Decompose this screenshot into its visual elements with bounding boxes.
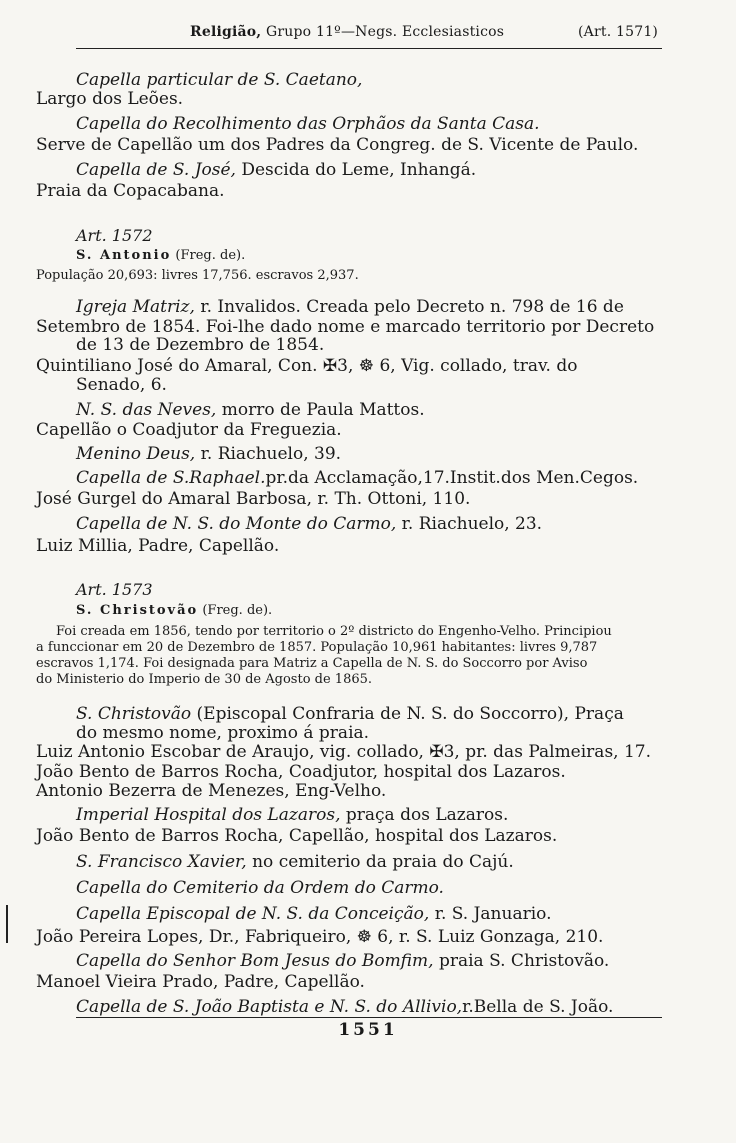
art-1573-line-1-rest: (Episcopal Confraria de N. S. do Soccorro), Praça: [196, 704, 624, 724]
art-1573-line-3: Luiz Antonio Escobar de Araujo, vig. collado, ✠3, pr. das Palmeiras, 17.: [36, 742, 652, 762]
art-1572-line-2: Setembro de 1854. Foi-lhe dado nome e marcado territorio por Decreto: [36, 317, 655, 337]
art-1572-line-9: [76, 468, 638, 488]
art-1572-line-6: [76, 400, 425, 420]
art-1572-line-11-rest: r. Riachuelo, 23.: [401, 514, 543, 534]
art-1572-population: População 20,693: livres 17,756. escravos 2,937.: [36, 268, 359, 283]
header-section: Religião,: [190, 24, 262, 40]
art-1572-line-10: José Gurgel do Amaral Barbosa, r. Th. Ottoni, 110.: [36, 489, 471, 509]
art-1573-note-3: escravos 1,174. Foi designada para Matriz a Capella de N. S. do Soccorro por Aviso: [36, 656, 588, 671]
art-1572-line-12: Luiz Millia, Padre, Capellão.: [36, 536, 280, 556]
art-1573-heading-bold: S. Christovão: [76, 603, 199, 618]
top-line-5-italic: Capella de S. José,: [76, 160, 236, 180]
art-1573-note-2: a funccionar em 20 de Dezembro de 1857. População 10,961 habitantes: livres 9,787: [36, 640, 598, 655]
art-1572-line-5: Senado, 6.: [76, 375, 167, 395]
art-1573-line-10-rest: r. S. Januario.: [434, 904, 552, 924]
art-1572-heading-rest: (Freg. de).: [175, 248, 246, 263]
art-1572-line-8-rest: r. Riachuelo, 39.: [200, 444, 342, 464]
art-1573-line-4: João Bento de Barros Rocha, Coadjutor, hospital dos Lazaros.: [36, 762, 566, 782]
header-group: Grupo 11º—Negs. Ecclesiasticos: [266, 24, 505, 40]
footer-rule: [76, 1017, 662, 1018]
top-line-5: [76, 160, 476, 180]
art-1573-line-8-rest: no cemiterio da praia do Cajú.: [252, 852, 514, 872]
art-1573-line-12: [76, 951, 609, 971]
art-1572-line-6-italic: N. S. das Neves,: [76, 400, 217, 420]
art-1573-line-5: Antonio Bezerra de Menezes, Eng-Velho.: [36, 781, 387, 801]
art-1573-line-6-rest: praça dos Lazaros.: [345, 805, 509, 825]
art-1572-line-7: Capellão o Coadjutor da Freguezia.: [36, 420, 342, 440]
art-1573-line-1-italic: S. Christovão: [76, 704, 192, 724]
running-header: [190, 24, 670, 40]
art-1573-line-10-italic: Capella Episcopal de N. S. da Conceição,: [76, 904, 430, 924]
art-1572-heading: [76, 246, 245, 266]
art-1573-line-13: Manoel Vieira Prado, Padre, Capellão.: [36, 972, 365, 992]
art-1572-line-1-rest: r. Invalidos. Creada pelo Decreto n. 798 de 16 de: [200, 297, 624, 317]
top-line-2: Largo dos Leões.: [36, 89, 184, 109]
art-1572-line-8: [76, 444, 341, 464]
art-1572-heading-bold: S. Antonio: [76, 248, 172, 263]
top-line-5-rest: Descida do Leme, Inhangá.: [241, 160, 477, 180]
art-1573-line-12-rest: praia S. Christovão.: [438, 951, 610, 971]
top-line-1: Capella particular de S. Caetano,: [76, 70, 363, 90]
art-1572-line-11: [76, 514, 542, 534]
top-line-6: Praia da Copacabana.: [36, 181, 225, 201]
art-1572-line-6-rest: morro de Paula Mattos.: [221, 400, 425, 420]
art-1573-line-11: João Pereira Lopes, Dr., Fabriqueiro, ☸ 6, r. S. Luiz Gonzaga, 210.: [36, 927, 604, 947]
art-1572-line-9-italic: Capella de S.Raphael.: [76, 468, 266, 488]
art-1572-title: Art. 1572: [76, 226, 153, 245]
art-1573-line-2: do mesmo nome, proximo á praia.: [76, 723, 370, 743]
art-1572-line-11-italic: Capella de N. S. do Monte do Carmo,: [76, 514, 397, 534]
header-article: (Art. 1571): [578, 24, 659, 40]
art-1573-note-1: Foi creada em 1856, tendo por territorio o 2º districto do Engenho-Velho. Principiou: [56, 624, 612, 639]
art-1573-line-14: [76, 997, 613, 1017]
art-1573-line-8-italic: S. Francisco Xavier,: [76, 852, 247, 872]
art-1572-line-4: Quintiliano José do Amaral, Con. ✠3, ☸ 6, Vig. collado, trav. do: [36, 356, 578, 376]
art-1573-line-6: [76, 805, 508, 825]
top-line-3: Capella do Recolhimento das Orphãos da Santa Casa.: [76, 114, 540, 134]
art-1573-line-10: [76, 904, 552, 924]
header-rule: [76, 48, 662, 49]
art-1573-line-8: [76, 852, 514, 872]
art-1573-line-9: Capella do Cemiterio da Ordem do Carmo.: [76, 878, 444, 898]
art-1572-line-8-italic: Menino Deus,: [76, 444, 196, 464]
art-1572-line-9-rest: pr.da Acclamação,17.Instit.dos Men.Cegos.: [265, 468, 639, 488]
art-1572-line-3: de 13 de Dezembro de 1854.: [76, 335, 325, 355]
art-1573-heading-rest: (Freg. de).: [202, 603, 273, 618]
art-1572-line-1-italic: Igreja Matriz,: [76, 297, 195, 317]
margin-mark: [6, 905, 8, 943]
art-1573-note-4: do Ministerio do Imperio de 30 de Agosto de 1865.: [36, 672, 373, 687]
page-number: 1551: [338, 1020, 398, 1040]
art-1573-line-12-italic: Capella do Senhor Bom Jesus do Bomfim,: [76, 951, 434, 971]
art-1573-line-14-rest: r.Bella de S. João.: [462, 997, 614, 1017]
art-1573-heading: [76, 601, 272, 621]
art-1573-line-1: [76, 704, 624, 724]
art-1572-line-1: [76, 297, 624, 317]
art-1573-line-7: João Bento de Barros Rocha, Capellão, hospital dos Lazaros.: [36, 826, 558, 846]
top-line-4: Serve de Capellão um dos Padres da Congreg. de S. Vicente de Paulo.: [36, 135, 639, 155]
art-1573-line-6-italic: Imperial Hospital dos Lazaros,: [76, 805, 341, 825]
art-1573-title: Art. 1573: [76, 580, 153, 599]
art-1573-line-14-italic: Capella de S. João Baptista e N. S. do Allivio,: [76, 997, 463, 1017]
